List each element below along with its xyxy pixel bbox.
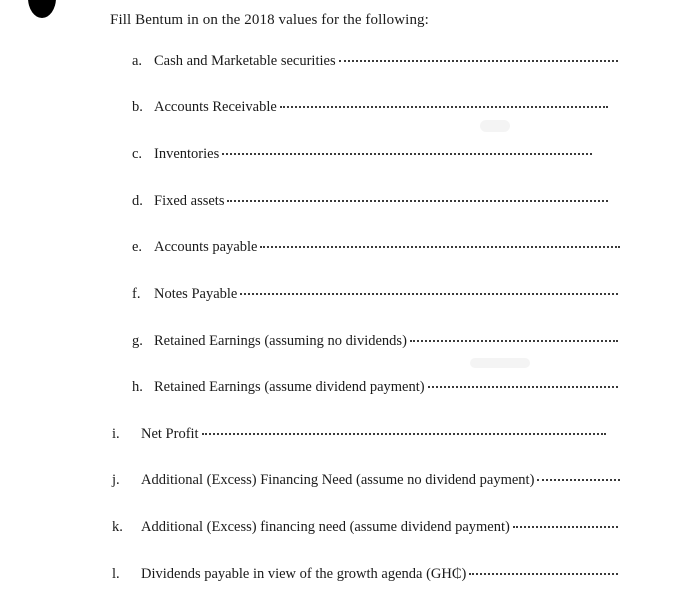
item-marker: h.	[132, 379, 143, 395]
dotted-leader	[469, 573, 618, 575]
item-label: Fixed assets	[154, 193, 225, 209]
item-marker: g.	[132, 333, 143, 349]
list-item-e	[132, 239, 620, 256]
item-label: Dividends payable in view of the growth agenda (GH₵)	[141, 566, 467, 582]
instruction-text: Fill Bentum in on the 2018 values for the following:	[110, 12, 429, 28]
item-label: Additional (Excess) Financing Need (assume no dividend payment)	[141, 472, 535, 488]
list-item-h	[132, 379, 618, 396]
dotted-leader	[202, 433, 606, 435]
item-marker: i.	[112, 426, 120, 442]
item-label: Retained Earnings (assume dividend payment)	[154, 379, 425, 395]
item-marker: f.	[132, 286, 141, 302]
item-marker: d.	[132, 193, 143, 209]
list-item-j	[112, 472, 620, 489]
item-marker: a.	[132, 53, 143, 69]
item-marker: l.	[112, 566, 120, 582]
dotted-leader	[410, 340, 618, 342]
item-marker: k.	[112, 519, 123, 535]
item-label: Cash and Marketable securities	[154, 53, 336, 69]
item-marker: c.	[132, 146, 143, 162]
dotted-leader	[260, 246, 620, 248]
item-marker: b.	[132, 99, 143, 115]
dotted-leader	[428, 386, 618, 388]
black-blot-mark	[28, 0, 56, 18]
list-item-b	[132, 99, 608, 116]
list-item-l	[112, 566, 618, 583]
list-item-c	[132, 146, 592, 163]
item-marker: j.	[112, 472, 120, 488]
dotted-leader	[513, 526, 618, 528]
scan-smudge	[480, 120, 510, 132]
dotted-leader	[280, 106, 608, 108]
item-label: Additional (Excess) financing need (assume dividend payment)	[141, 519, 510, 535]
item-label: Accounts payable	[154, 239, 258, 255]
item-marker: e.	[132, 239, 143, 255]
item-label: Retained Earnings (assuming no dividends)	[154, 333, 407, 349]
scan-smudge	[470, 358, 530, 368]
list-item-k	[112, 519, 618, 536]
list-item-i	[112, 426, 606, 443]
dotted-leader	[227, 200, 608, 202]
dotted-leader	[240, 293, 618, 295]
list-item-g	[132, 333, 618, 350]
dotted-leader	[537, 479, 620, 481]
dotted-leader	[339, 60, 618, 62]
item-label: Accounts Receivable	[154, 99, 277, 115]
item-label: Net Profit	[141, 426, 199, 442]
item-label: Inventories	[154, 146, 220, 162]
list-item-a	[132, 53, 618, 70]
list-item-f	[132, 286, 618, 303]
list-item-d	[132, 193, 608, 210]
dotted-leader	[222, 153, 592, 155]
item-label: Notes Payable	[154, 286, 238, 302]
